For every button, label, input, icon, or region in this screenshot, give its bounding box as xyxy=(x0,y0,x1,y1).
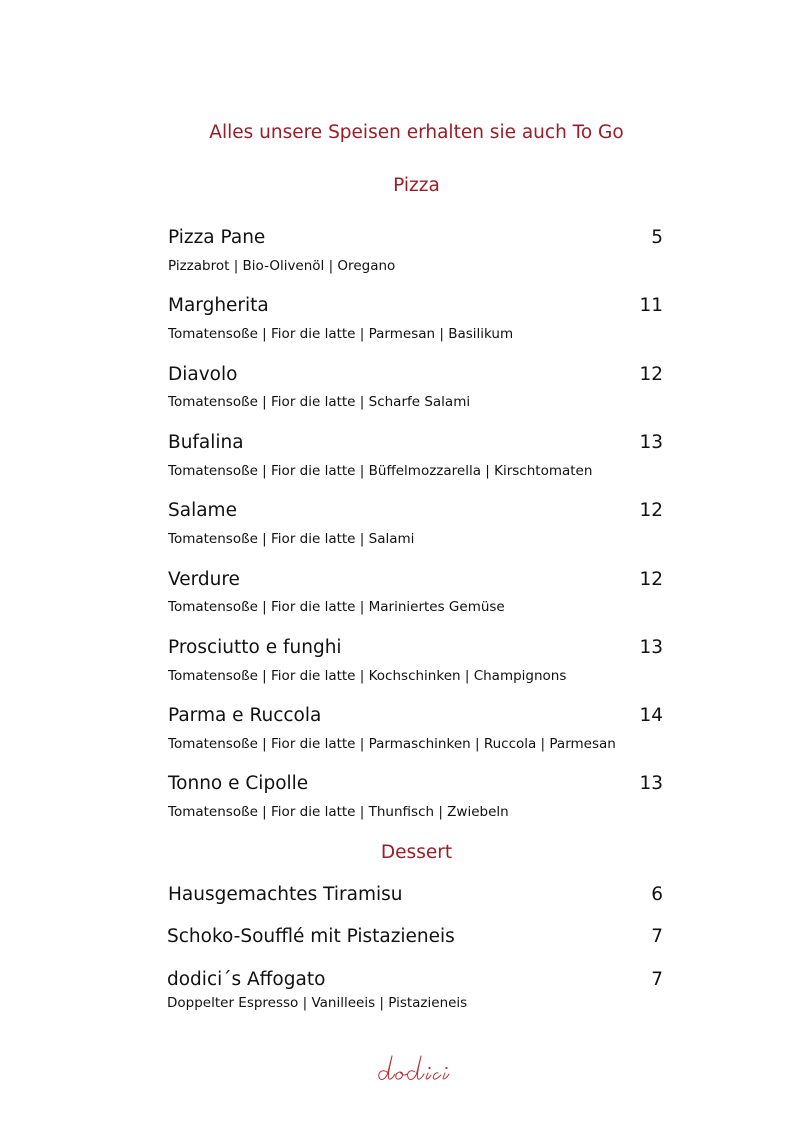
item-name: Diavolo xyxy=(168,364,238,385)
item-price: 11 xyxy=(639,295,663,316)
item-name: Parma e Ruccola xyxy=(168,705,322,726)
item-price: 13 xyxy=(639,637,663,658)
item-name: Salame xyxy=(168,500,237,521)
item-name: Tonno e Cipolle xyxy=(168,773,309,794)
item-name: Bufalina xyxy=(168,432,244,453)
section-heading-dessert: Dessert xyxy=(380,842,453,863)
item-description: Tomatensoße | Fior die latte | Mariniertes Gemüse xyxy=(168,599,505,615)
item-price: 12 xyxy=(639,500,663,521)
item-price: 14 xyxy=(639,705,663,726)
item-description: Pizzabrot | Bio-Olivenöl | Oregano xyxy=(168,258,396,274)
section-heading-pizza: Pizza xyxy=(393,175,440,196)
item-price: 5 xyxy=(651,227,663,248)
item-name: Pizza Pane xyxy=(168,227,266,248)
dodici-logo xyxy=(370,1048,470,1088)
item-price: 12 xyxy=(639,569,663,590)
item-description: Tomatensoße | Fior die latte | Salami xyxy=(168,531,415,547)
item-price: 13 xyxy=(639,432,663,453)
item-description: Tomatensoße | Fior die latte | Parmaschinken | Ruccola | Parmesan xyxy=(168,736,616,752)
item-name: Prosciutto e funghi xyxy=(168,637,342,658)
item-description: Doppelter Espresso | Vanilleeis | Pistazieneis xyxy=(167,995,468,1011)
item-description: Tomatensoße | Fior die latte | Büffelmozzarella | Kirschtomaten xyxy=(168,463,593,479)
item-description: Tomatensoße | Fior die latte | Scharfe Salami xyxy=(168,394,471,410)
item-name: Hausgemachtes Tiramisu xyxy=(168,884,403,905)
item-description: Tomatensoße | Fior die latte | Parmesan | Basilikum xyxy=(168,326,514,342)
item-name: dodici´s Affogato xyxy=(167,969,326,990)
item-price: 12 xyxy=(639,364,663,385)
item-description: Tomatensoße | Fior die latte | Kochschinken | Champignons xyxy=(168,668,567,684)
item-price: 7 xyxy=(651,926,663,947)
item-name: Margherita xyxy=(168,295,269,316)
item-name: Verdure xyxy=(168,569,240,590)
item-name: Schoko-Soufflé mit Pistazieneis xyxy=(167,926,455,947)
item-price: 7 xyxy=(651,969,663,990)
item-description: Tomatensoße | Fior die latte | Thunfisch | Zwiebeln xyxy=(168,804,509,820)
item-price: 6 xyxy=(651,884,663,905)
item-price: 13 xyxy=(639,773,663,794)
to-go-notice: Alles unsere Speisen erhalten sie auch To Go xyxy=(209,122,624,143)
